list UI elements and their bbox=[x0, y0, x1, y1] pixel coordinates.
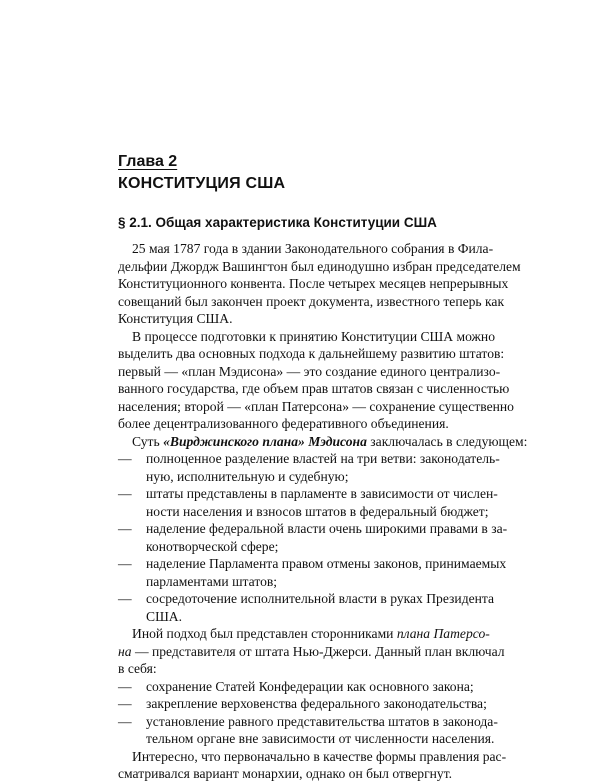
dash-bullet: — bbox=[118, 713, 132, 729]
section-heading: § 2.1. Общая характеристика Конституции США bbox=[118, 215, 437, 230]
emphasis-paterson-plan: плана Патерсо- bbox=[396, 626, 490, 641]
list-item bbox=[118, 485, 520, 520]
text-run: — представителя от штата Нью-Джерси. Данный план включал bbox=[131, 643, 505, 659]
text-line bbox=[118, 643, 520, 661]
book-page bbox=[118, 152, 528, 783]
text-line: Конституция США. bbox=[118, 311, 233, 326]
text-line: США. bbox=[146, 608, 182, 624]
list-item bbox=[118, 555, 520, 590]
text-line: В процессе подготовки к принятию Конституции США можно bbox=[132, 328, 496, 344]
text-line: парламентами штатов; bbox=[146, 573, 278, 589]
paragraph-4 bbox=[118, 625, 520, 678]
dash-bullet: — bbox=[118, 556, 132, 571]
text-line bbox=[118, 433, 528, 451]
list-item bbox=[118, 695, 520, 713]
paterson-plan-list bbox=[118, 678, 520, 748]
emphasis-virginia-plan: «Вирджинского плана» Мэдисона bbox=[163, 433, 367, 449]
dash-bullet: — bbox=[118, 486, 132, 501]
text-line: сохранение Статей Конфедерации как основного закона; bbox=[146, 678, 474, 694]
text-line: закрепление верховенства федерального законодательства; bbox=[146, 696, 487, 711]
paragraph-3 bbox=[118, 433, 528, 451]
text-line: штаты представлены в парламенте в зависимости от числен- bbox=[146, 486, 498, 501]
list-item bbox=[118, 713, 520, 748]
text-line: совещаний был закончен проект документа, известного теперь как bbox=[118, 293, 505, 309]
list-item bbox=[118, 450, 520, 485]
text-line bbox=[118, 625, 520, 643]
text-line: ванного государства, где объем прав штатов связан с численностью bbox=[118, 381, 510, 396]
text-run: Суть bbox=[132, 433, 164, 449]
text-line: первый — «план Мэдисона» — это создание единого централизо- bbox=[118, 363, 501, 379]
body-text bbox=[118, 240, 528, 783]
text-line: ности населения и взносов штатов в федеральный бюджет; bbox=[146, 503, 489, 519]
text-line: выделить два основных подхода к дальнейшему развитию штатов: bbox=[118, 346, 505, 361]
dash-bullet: — bbox=[118, 451, 132, 466]
virginia-plan-list bbox=[118, 450, 520, 625]
text-line: населения; второй — «план Патерсона» — сохранение существенно bbox=[118, 398, 514, 414]
text-line: 25 мая 1787 года в здании Законодательного собрания в Фила- bbox=[132, 241, 494, 256]
chapter-title: КОНСТИТУЦИЯ США bbox=[118, 175, 286, 192]
text-line: сматривался вариант монархии, однако он был отвергнут. bbox=[118, 766, 453, 781]
paragraph-1 bbox=[118, 240, 520, 328]
text-line: сосредоточение исполнительной власти в руках Президента bbox=[146, 591, 495, 606]
text-line: наделение Парламента правом отмены законов, принимаемых bbox=[146, 556, 507, 571]
paragraph-5 bbox=[118, 748, 520, 783]
text-run: заключалась в следующем: bbox=[366, 433, 528, 449]
list-item bbox=[118, 678, 520, 696]
paragraph-2 bbox=[118, 328, 520, 433]
text-run: Иной подход был представлен сторонниками bbox=[132, 626, 397, 641]
dash-bullet: — bbox=[118, 591, 132, 606]
emphasis-paterson-plan: на bbox=[118, 643, 132, 659]
text-line: конотворческой сфере; bbox=[146, 538, 279, 554]
list-item bbox=[118, 520, 520, 555]
dash-bullet: — bbox=[118, 678, 132, 694]
text-line: тельном органе вне зависимости от численности населения. bbox=[146, 731, 495, 746]
text-line: ную, исполнительную и судебную; bbox=[146, 468, 349, 484]
text-line: Интересно, что первоначально в качестве формы правления рас- bbox=[132, 748, 507, 764]
text-line: в себя: bbox=[118, 661, 157, 676]
text-line: более децентрализованного федеративного объединения. bbox=[118, 416, 449, 431]
dash-bullet: — bbox=[118, 521, 132, 536]
text-line: установление равного представительства штатов в законода- bbox=[146, 713, 498, 729]
text-line: наделение федеральной власти очень широкими правами в за- bbox=[146, 521, 508, 536]
text-line: Конституционного конвента. После четырех месяцев непрерывных bbox=[118, 276, 509, 291]
text-line: дельфии Джордж Вашингтон был единодушно избран председателем bbox=[118, 258, 521, 274]
chapter-label: Глава 2 bbox=[118, 153, 178, 170]
text-line: полноценное разделение властей на три ветви: законодатель- bbox=[146, 451, 500, 466]
list-item bbox=[118, 590, 520, 625]
dash-bullet: — bbox=[118, 696, 132, 711]
